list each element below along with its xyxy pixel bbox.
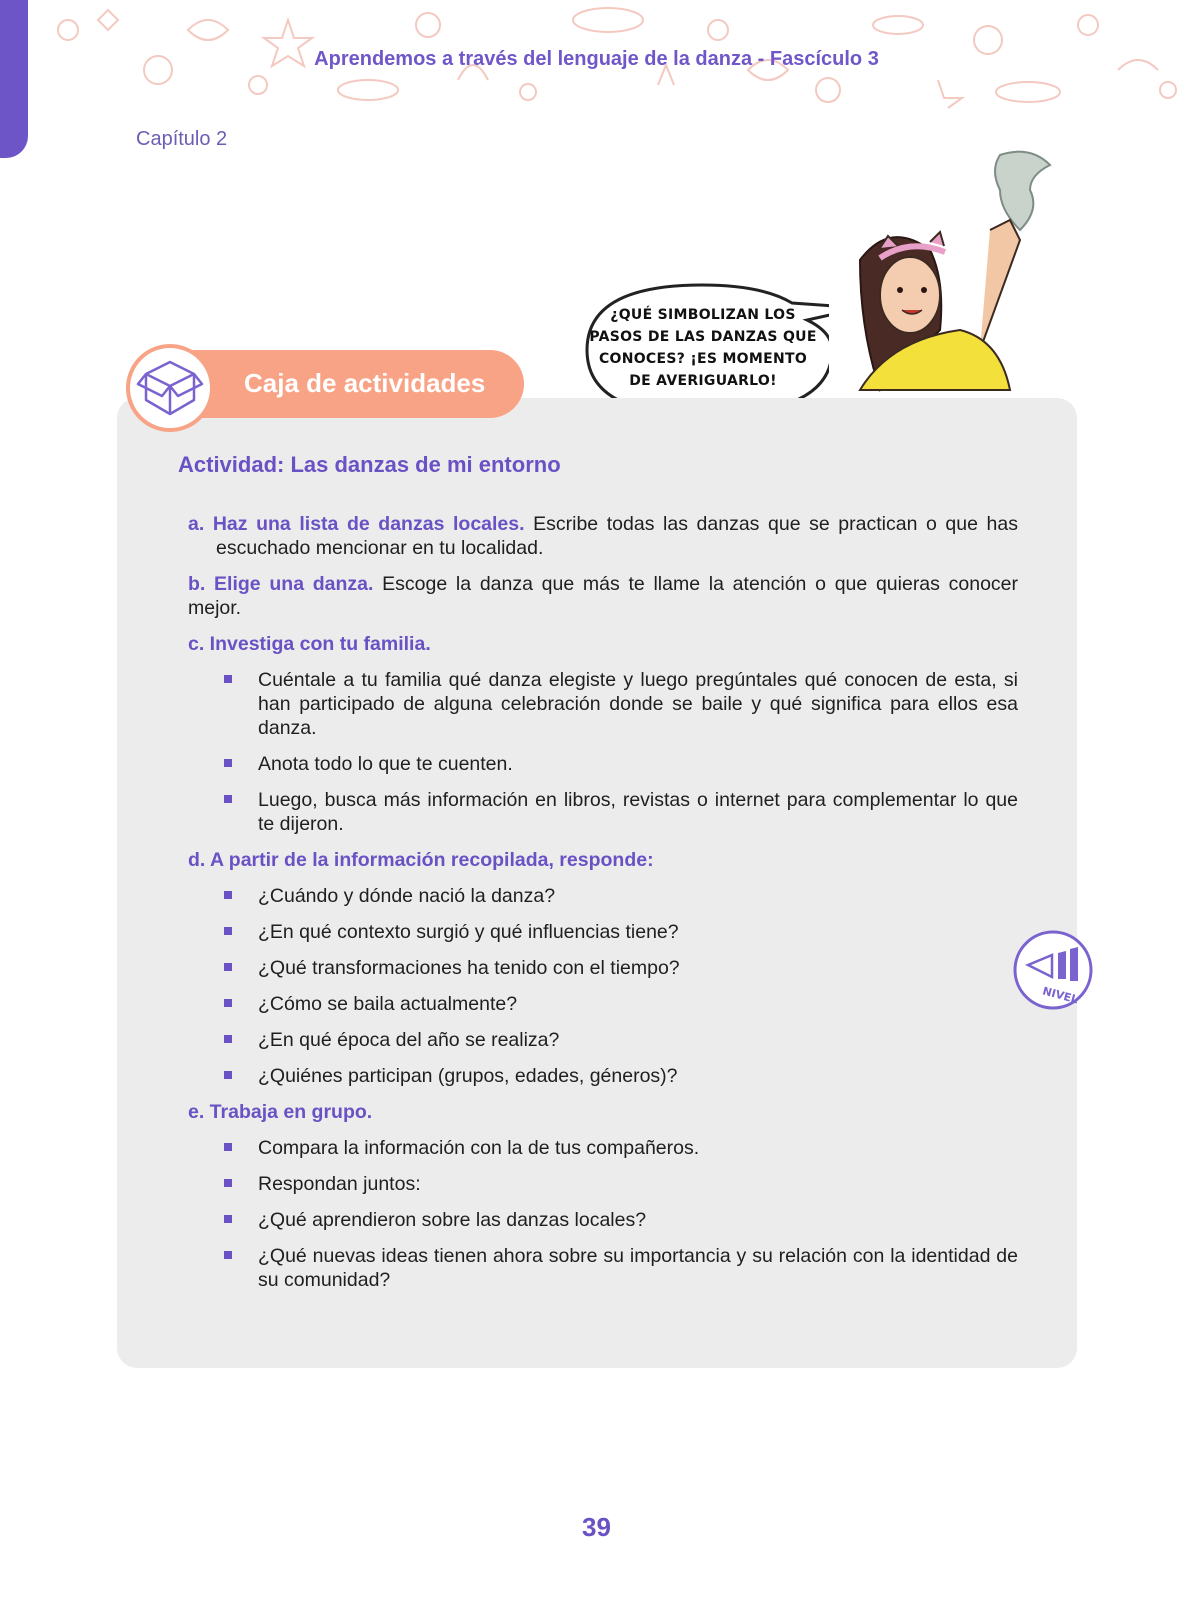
speech-line: PASOS DE LAS DANZAS QUE	[589, 329, 817, 345]
item-lead: d. A partir de la información recopilada, responde:	[188, 849, 654, 871]
activity-content	[188, 512, 1018, 1304]
activity-item-d	[188, 848, 1018, 872]
speech-line: ¿QUÉ SIMBOLIZAN LOS	[610, 307, 796, 323]
character-illustration	[840, 150, 1085, 400]
box-icon	[126, 344, 214, 432]
header-title: Aprendemos a través del lenguaje de la danza - Fascículo 3	[314, 48, 879, 70]
item-lead: b. Elige una danza.	[188, 573, 374, 595]
bullet-list-d	[188, 884, 1018, 1088]
stamp-label: NIVEL	[1041, 984, 1080, 1007]
item-lead: c. Investiga con tu familia.	[188, 633, 431, 655]
activity-item-c	[188, 632, 1018, 656]
item-lead: e. Trabaja en grupo.	[188, 1101, 373, 1123]
list-item: Compara la información con la de tus compañeros.	[188, 1136, 1018, 1160]
list-item: ¿Cómo se baila actualmente?	[188, 992, 1018, 1016]
activity-title: Actividad: Las danzas de mi entorno	[178, 452, 561, 477]
list-item: ¿Quiénes participan (grupos, edades, géneros)?	[188, 1064, 1018, 1088]
activity-item-b	[188, 572, 1018, 620]
chapter-label: Capítulo 2	[136, 128, 228, 150]
list-item: ¿Qué aprendieron sobre las danzas locales?	[188, 1208, 1018, 1232]
list-item: ¿En qué contexto surgió y qué influencias tiene?	[188, 920, 1018, 944]
list-item: ¿Cuándo y dónde nació la danza?	[188, 884, 1018, 908]
speech-line: CONOCES? ¡ES MOMENTO	[598, 351, 808, 367]
list-item: Anota todo lo que te cuenten.	[188, 752, 1018, 776]
list-item: ¿En qué época del año se realiza?	[188, 1028, 1018, 1052]
side-tab	[0, 0, 28, 158]
list-item: Cuéntale a tu familia qué danza elegiste y luego pregúntales qué conocen de esta, si han participado de alguna celebración donde se baile y qué significa para ellos esa danza.	[188, 668, 1018, 740]
item-text: Escoge la danza que más te llame la atención o que quieras conocer mejor.	[188, 573, 1018, 619]
bullet-list-e	[188, 1136, 1018, 1292]
list-item: Luego, busca más información en libros, revistas o internet para complementar lo que te dijeron.	[188, 788, 1018, 836]
list-item: ¿Qué transformaciones ha tenido con el tiempo?	[188, 956, 1018, 980]
speech-line: DE AVERIGUARLO!	[629, 373, 777, 389]
list-item: ¿Qué nuevas ideas tienen ahora sobre su importancia y su relación con la identidad de su comunidad?	[188, 1244, 1018, 1292]
page-number: 39	[582, 1512, 611, 1542]
bullet-list-c	[188, 668, 1018, 836]
activity-item-e	[188, 1100, 1018, 1124]
activity-box-label: Caja de actividades	[244, 368, 486, 398]
activity-item-a	[188, 512, 1018, 560]
list-item: Respondan juntos:	[188, 1172, 1018, 1196]
item-lead: a. Haz una lista de danzas locales.	[188, 513, 525, 535]
level-stamp-icon	[1008, 925, 1098, 1015]
item-text: Escribe todas las danzas que se practican o que has escuchado mencionar en tu localidad.	[216, 513, 1018, 559]
speech-bubble-text	[588, 304, 818, 392]
